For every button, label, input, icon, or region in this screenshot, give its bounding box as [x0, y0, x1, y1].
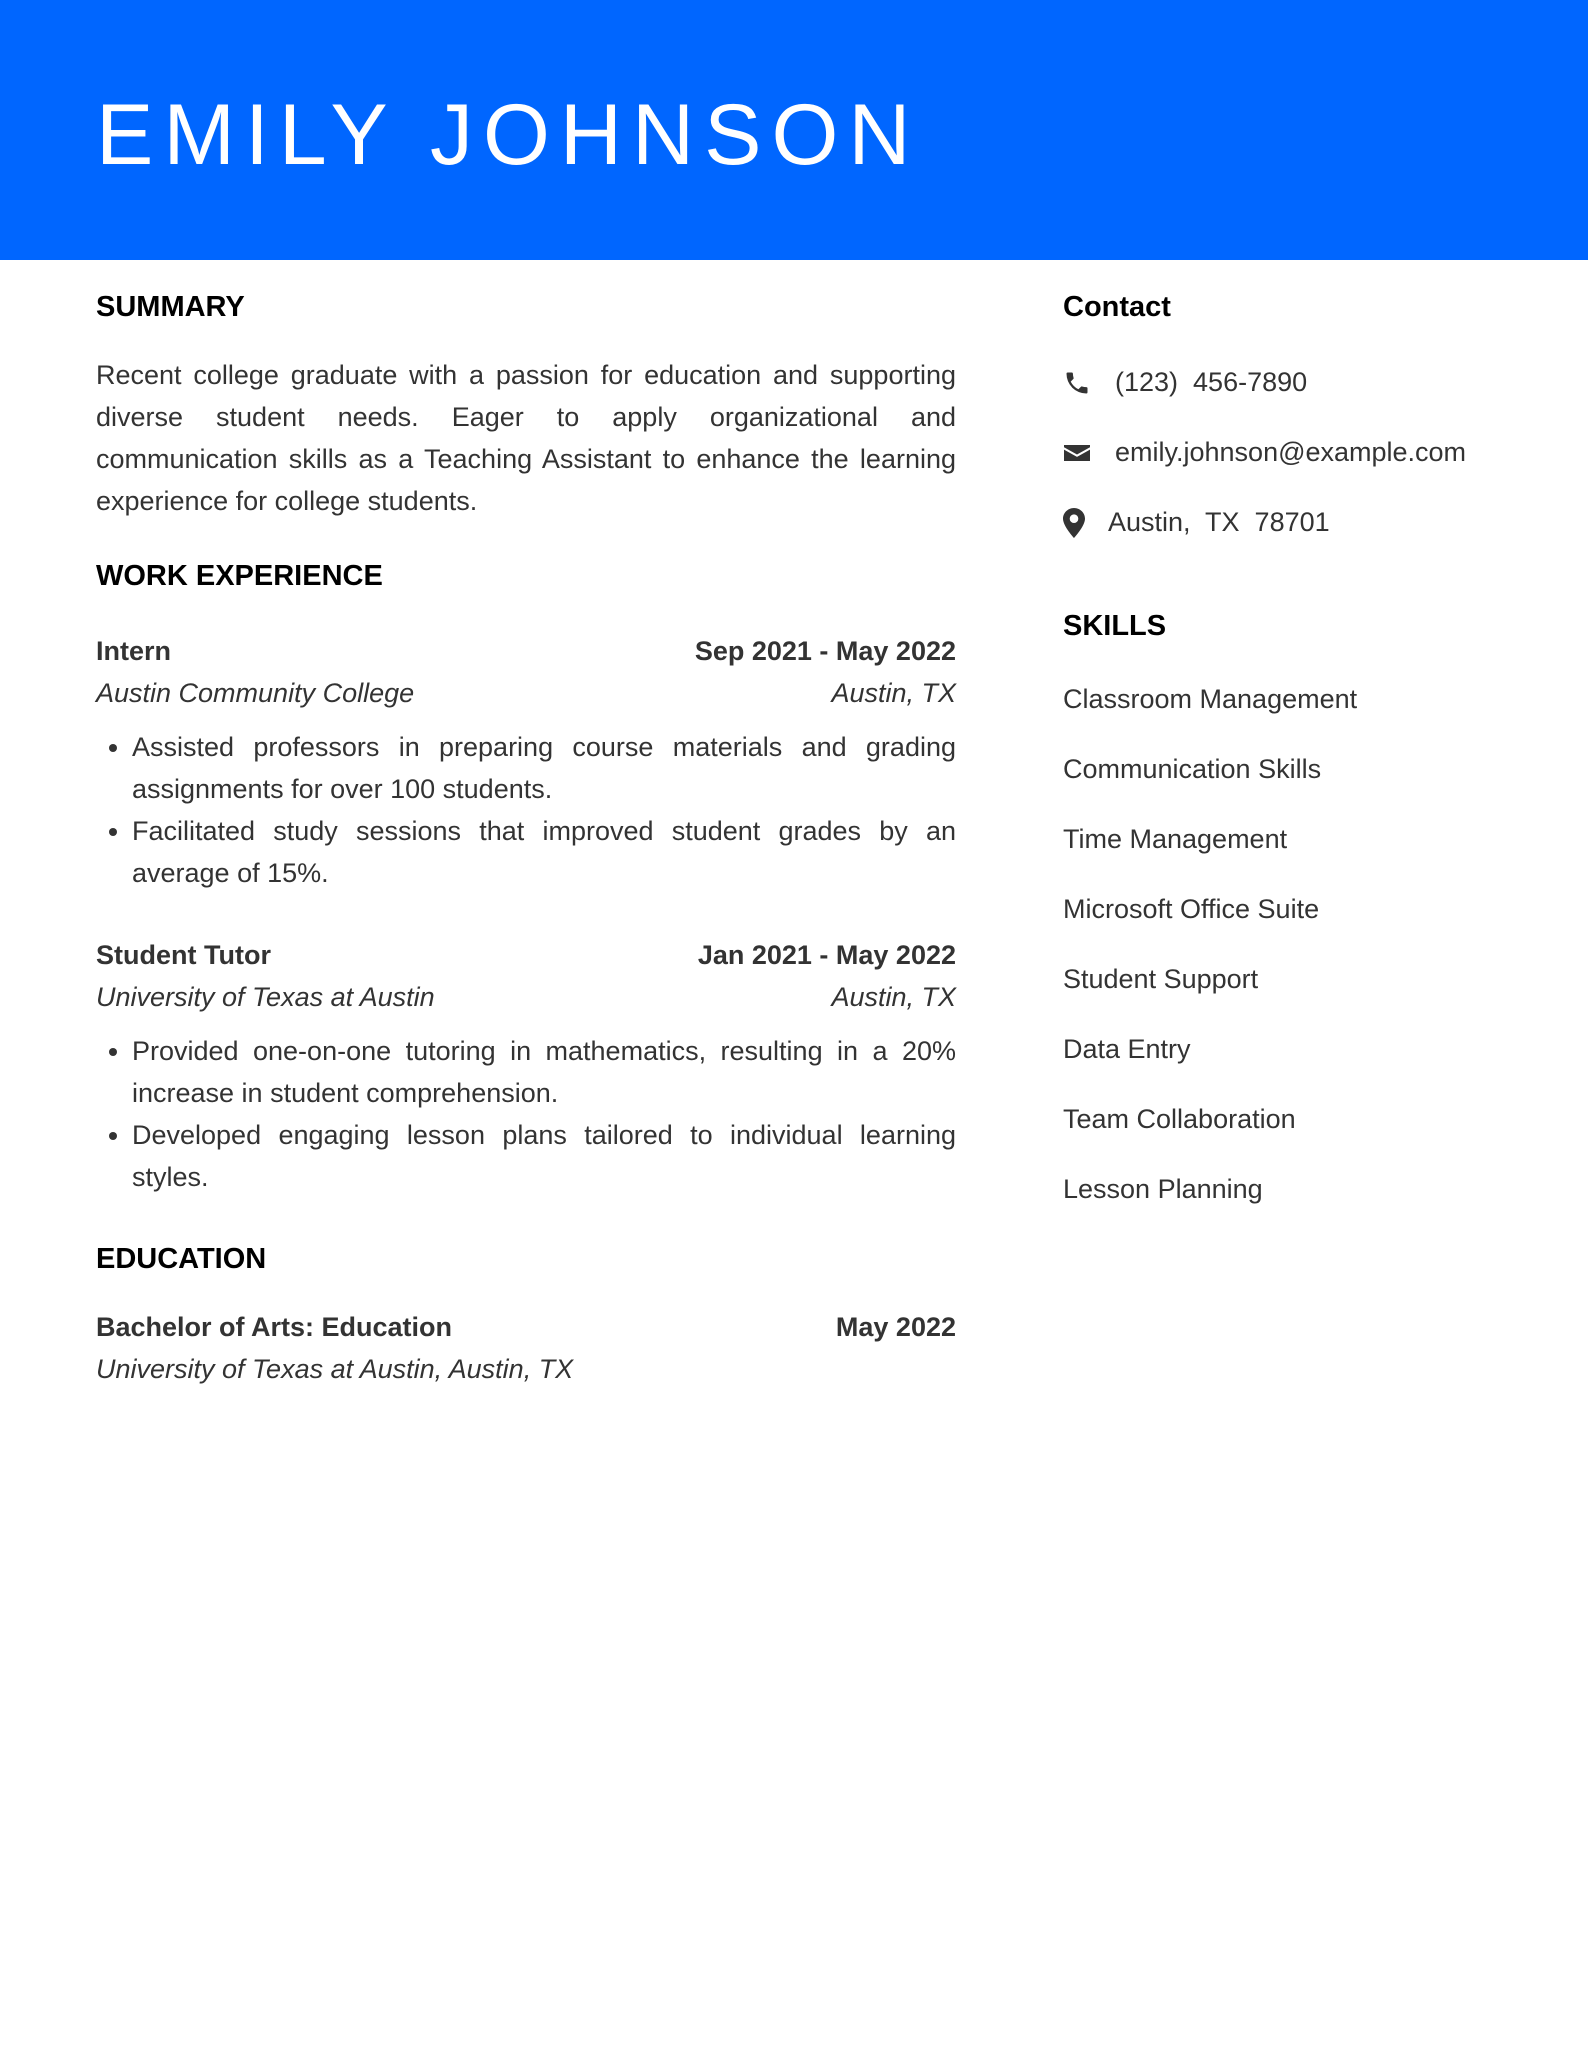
envelope-icon — [1063, 441, 1115, 465]
skill-item: Data Entry — [1063, 1033, 1191, 1064]
skill-item: Lesson Planning — [1063, 1173, 1263, 1204]
skill-item: Classroom Management — [1063, 683, 1358, 714]
job-role: Student Tutor — [96, 939, 271, 970]
job-bullet: • Assisted professors in preparing course materials and grading assignments for over 100 students. — [132, 726, 956, 810]
skill-item: Team Collaboration — [1063, 1103, 1296, 1134]
map-pin-icon — [1063, 508, 1108, 538]
skill-item: Time Management — [1063, 823, 1288, 854]
location-text: Austin, TX 78701 — [1108, 507, 1330, 538]
job-dates: Sep 2021 - May 2022 — [694, 635, 956, 666]
contact-phone[interactable] — [1063, 363, 1563, 403]
job-bullet: • Developed engaging lesson plans tailored to individual learning styles. — [132, 1114, 956, 1198]
job-entry — [96, 630, 956, 894]
email-address: emily.johnson@example.com — [1115, 437, 1467, 468]
job-organization: Austin Community College — [96, 677, 415, 708]
skills-list — [1063, 664, 1563, 1224]
degree: Bachelor of Arts: Education — [96, 1312, 453, 1343]
summary-heading: SUMMARY — [96, 291, 245, 323]
phone-number: (123) 456-7890 — [1115, 367, 1308, 398]
job-location: Austin, TX — [831, 981, 956, 1012]
job-bullet: • Provided one-on-one tutoring in mathematics, resulting in a 20% increase in student comprehension. — [132, 1030, 956, 1114]
education-heading: EDUCATION — [96, 1242, 267, 1275]
job-dates: Jan 2021 - May 2022 — [697, 939, 956, 970]
phone-icon — [1063, 369, 1115, 397]
contact-location — [1063, 503, 1563, 543]
skill-item: Microsoft Office Suite — [1063, 893, 1320, 924]
job-bullets — [96, 726, 956, 894]
contact-email[interactable] — [1063, 433, 1563, 473]
summary-text: Recent college graduate with a passion for education and supporting diverse student needs. Eager to apply organizational and communication skills as a Teaching Assistant to enhance the learning experience for college students. — [96, 359, 956, 516]
contact-heading: Contact — [1063, 291, 1171, 323]
skill-item: Student Support — [1063, 963, 1259, 994]
graduation-date: May 2022 — [835, 1312, 956, 1343]
header-banner — [0, 0, 1588, 260]
job-role: Intern — [96, 635, 172, 666]
job-location: Austin, TX — [831, 677, 956, 708]
job-entry — [96, 934, 956, 1198]
job-bullet: • Facilitated study sessions that improved student grades by an average of 15%. — [132, 810, 956, 894]
skill-item: Communication Skills — [1063, 753, 1322, 784]
job-organization: University of Texas at Austin — [96, 981, 435, 1012]
sidebar-column — [1063, 290, 1563, 1224]
work-experience-heading: WORK EXPERIENCE — [96, 559, 383, 592]
job-bullets — [96, 1030, 956, 1198]
education-entry — [96, 1306, 956, 1390]
candidate-name: EMILY JOHNSON — [96, 87, 921, 183]
main-column — [96, 290, 956, 1390]
school: University of Texas at Austin, Austin, TX — [96, 1354, 574, 1385]
skills-heading: SKILLS — [1063, 609, 1167, 642]
